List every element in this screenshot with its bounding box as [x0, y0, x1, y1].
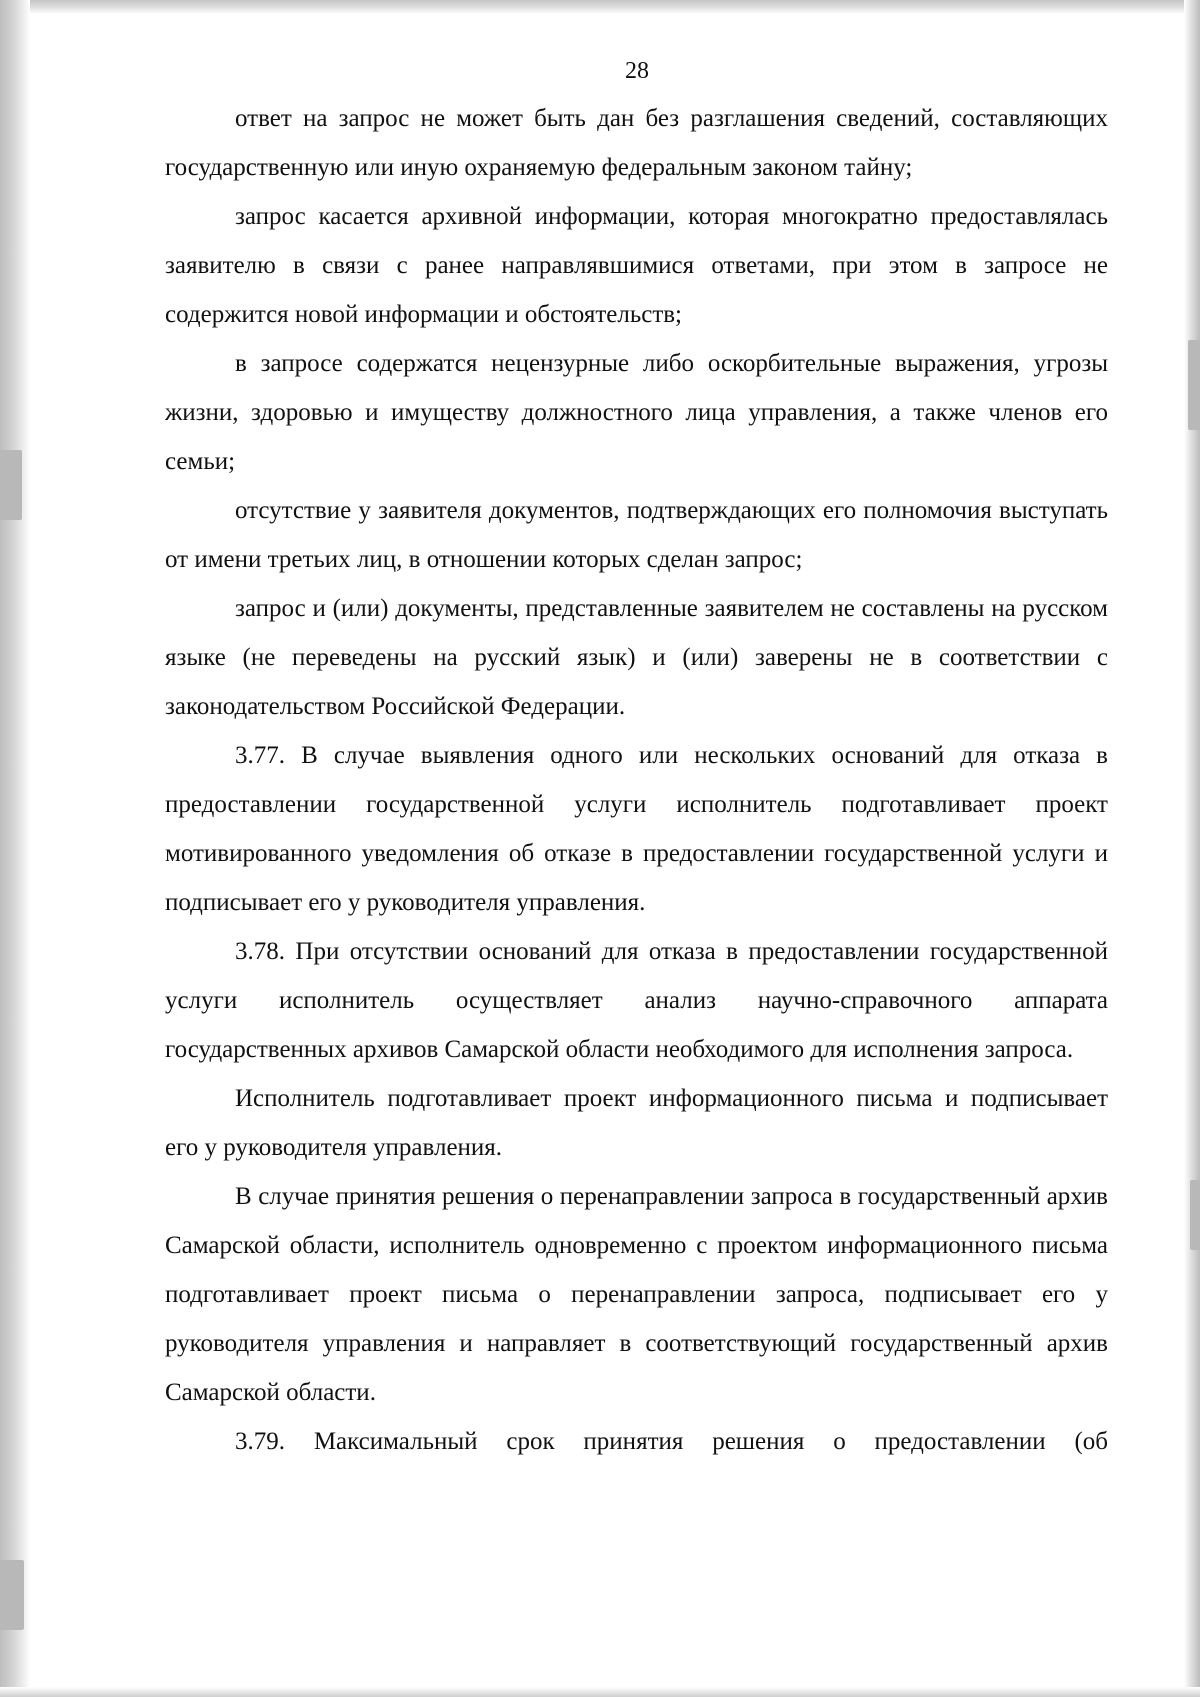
paragraph: Исполнитель подготавливает проект информационного письма и подписывает его у руководителя управления. [165, 1085, 1108, 1161]
paragraph: 3.78. При отсутствии оснований для отказа в предоставлении государственной услуги исполнитель осуществляет анализ научно-справочного аппарата государственных архивов Самарской области необходимого для исполнения запроса. [165, 938, 1108, 1063]
document-body [165, 94, 1108, 1466]
paragraph: запрос касается архивной информации, которая многократно предоставлялась заявителю в связи с ранее направлявшимися ответами, при этом в запросе не содержится новой информации и обстоятельств; [165, 203, 1108, 328]
scan-edge-bottom [0, 1687, 1200, 1697]
scan-artifact [0, 450, 22, 520]
paragraph: В случае принятия решения о перенаправлении запроса в государственный архив Самарской области, исполнитель одновременно с проектом информационного письма подготавливает проект письма о перенаправлении запроса, подписывает его у руководителя управления и направляет в соответствующий государственный архив Самарской области. [165, 1183, 1108, 1406]
scan-artifact [1188, 340, 1200, 430]
scan-artifact [1190, 1180, 1200, 1250]
scan-edge-top [0, 0, 1200, 14]
scan-edge-right [1184, 0, 1200, 1697]
scan-artifact [0, 1560, 24, 1630]
page-number: 28 [625, 58, 649, 84]
paragraph: запрос и (или) документы, представленные заявителем не составлены на русском языке (не переведены на русский язык) и (или) заверены не в соответствии с законодательством Российской Федерации. [165, 595, 1108, 720]
paragraph: отсутствие у заявителя документов, подтверждающих его полномочия выступать от имени третьих лиц, в отношении которых сделан запрос; [165, 497, 1108, 573]
paragraph: 3.77. В случае выявления одного или нескольких оснований для отказа в предоставлении государственной услуги исполнитель подготавливает проект мотивированного уведомления об отказе в предоставлении государственной услуги и подписывает его у руководителя управления. [165, 742, 1108, 916]
paragraph: в запросе содержатся нецензурные либо оскорбительные выражения, угрозы жизни, здоровью и имуществу должностного лица управления, а также членов его семьи; [165, 350, 1108, 475]
paragraph: 3.79. Максимальный срок принятия решения о предоставлении (об [235, 1428, 1108, 1455]
paragraph: ответ на запрос не может быть дан без разглашения сведений, составляющих государственную или иную охраняемую федеральным законом тайну; [165, 105, 1108, 181]
scan-edge-left [0, 0, 30, 1697]
